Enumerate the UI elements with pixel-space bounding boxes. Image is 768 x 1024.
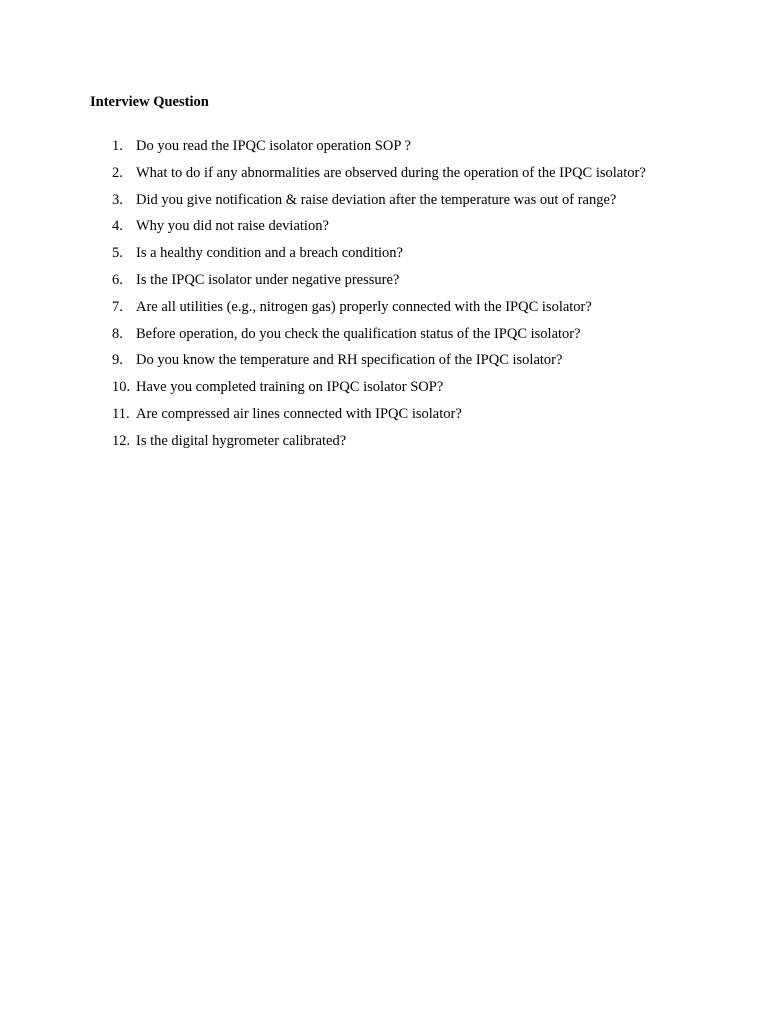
document-title: Interview Question xyxy=(90,94,209,110)
question-number: 7. xyxy=(112,298,123,315)
question-number: 6. xyxy=(112,271,123,288)
question-number: 10. xyxy=(112,379,131,396)
question-number: 4. xyxy=(112,218,123,235)
question-number: 8. xyxy=(112,325,123,342)
question-number: 2. xyxy=(112,164,123,181)
question-text: Are compressed air lines connected with IPQC isolator? xyxy=(136,405,462,422)
question-number: 5. xyxy=(112,245,123,262)
question-text: Is the IPQC isolator under negative pressure? xyxy=(136,271,400,288)
question-text: Have you completed training on IPQC isolator SOP? xyxy=(136,379,444,396)
question-text: Did you give notification & raise deviation after the temperature was out of range? xyxy=(136,191,617,208)
question-text: Is a healthy condition and a breach condition? xyxy=(136,245,403,262)
question-text: Before operation, do you check the qualification status of the IPQC isolator? xyxy=(136,325,581,342)
question-text: Do you read the IPQC isolator operation SOP ? xyxy=(136,138,411,154)
question-number: 11. xyxy=(112,405,130,422)
question-text: Is the digital hygrometer calibrated? xyxy=(136,432,347,449)
question-number: 1. xyxy=(112,138,123,154)
question-number: 9. xyxy=(112,352,123,369)
question-text: What to do if any abnormalities are observed during the operation of the IPQC isolator? xyxy=(136,164,646,181)
question-number: 3. xyxy=(112,191,123,208)
question-text: Are all utilities (e.g., nitrogen gas) properly connected with the IPQC isolator? xyxy=(136,298,592,315)
question-text: Why you did not raise deviation? xyxy=(136,218,329,235)
question-text: Do you know the temperature and RH specification of the IPQC isolator? xyxy=(136,352,563,369)
question-number: 12. xyxy=(112,432,131,449)
